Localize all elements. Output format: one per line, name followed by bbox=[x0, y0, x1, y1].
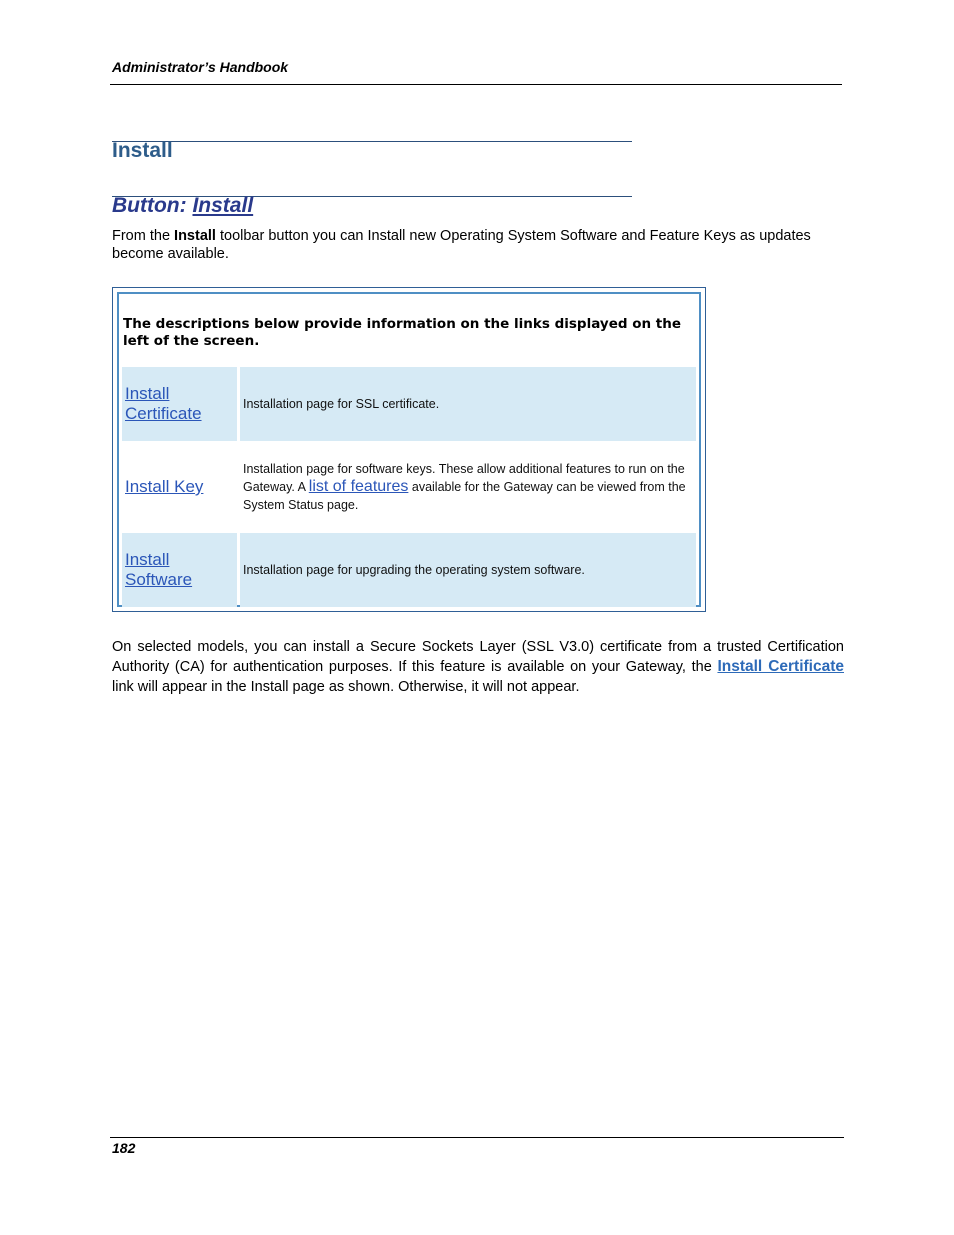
install-page-screenshot bbox=[112, 287, 706, 612]
install-heading-link[interactable]: Install bbox=[192, 194, 254, 217]
link-line: Certificate bbox=[125, 404, 202, 423]
install-certificate-text-link[interactable]: Install Certificate bbox=[717, 658, 844, 675]
section-title: Install bbox=[112, 139, 173, 162]
list-of-features-link[interactable]: list of features bbox=[308, 478, 409, 495]
link-line: Install bbox=[125, 550, 170, 569]
row-text-after: available for the Gateway can be viewed from the System Status page. bbox=[243, 480, 686, 512]
link-line: Install bbox=[125, 384, 170, 403]
para-text-before: On selected models, you can install a Secure Sockets Layer (SSL V3.0) certificate from a trusted Certification Authority (CA) for authentication purposes. If this feature is available on your Gateway, the bbox=[112, 639, 844, 675]
header-divider bbox=[110, 84, 842, 85]
footer-divider bbox=[110, 1137, 844, 1138]
install-key-link[interactable] bbox=[122, 444, 237, 530]
table-row bbox=[122, 533, 696, 607]
para-text-after: link will appear in the Install page as shown. Otherwise, it will not appear. bbox=[112, 679, 580, 695]
intro-paragraph bbox=[112, 227, 812, 263]
row-text-before: Installation page for software keys. These allow additional features to run on the Gateway. A bbox=[243, 462, 685, 494]
screenshot-description: The descriptions below provide information on the links displayed on the left of the screen. bbox=[123, 316, 682, 349]
table-row bbox=[122, 367, 696, 441]
section-divider bbox=[112, 141, 632, 142]
button-heading bbox=[112, 194, 253, 218]
row-description bbox=[240, 444, 696, 530]
intro-text-before: From the bbox=[112, 228, 175, 244]
page-number: 182 bbox=[112, 1140, 136, 1156]
row-description: Installation page for upgrading the operating system software. bbox=[240, 533, 696, 607]
row-description: Installation page for SSL certificate. bbox=[240, 367, 696, 441]
screenshot-panel bbox=[117, 292, 701, 607]
install-certificate-link[interactable] bbox=[122, 367, 237, 441]
link-line: Software bbox=[125, 570, 193, 589]
table-row bbox=[122, 444, 696, 530]
install-software-link[interactable] bbox=[122, 533, 237, 607]
button-heading-prefix: Button: bbox=[112, 194, 193, 217]
link-line: Install Key bbox=[125, 477, 204, 496]
running-header: Administrator’s Handbook bbox=[112, 59, 289, 75]
intro-bold-install: Install bbox=[174, 228, 216, 244]
intro-text-after: toolbar button you can Install new Operating System Software and Feature Keys as updates become available. bbox=[112, 228, 811, 262]
certificate-paragraph bbox=[112, 637, 844, 697]
